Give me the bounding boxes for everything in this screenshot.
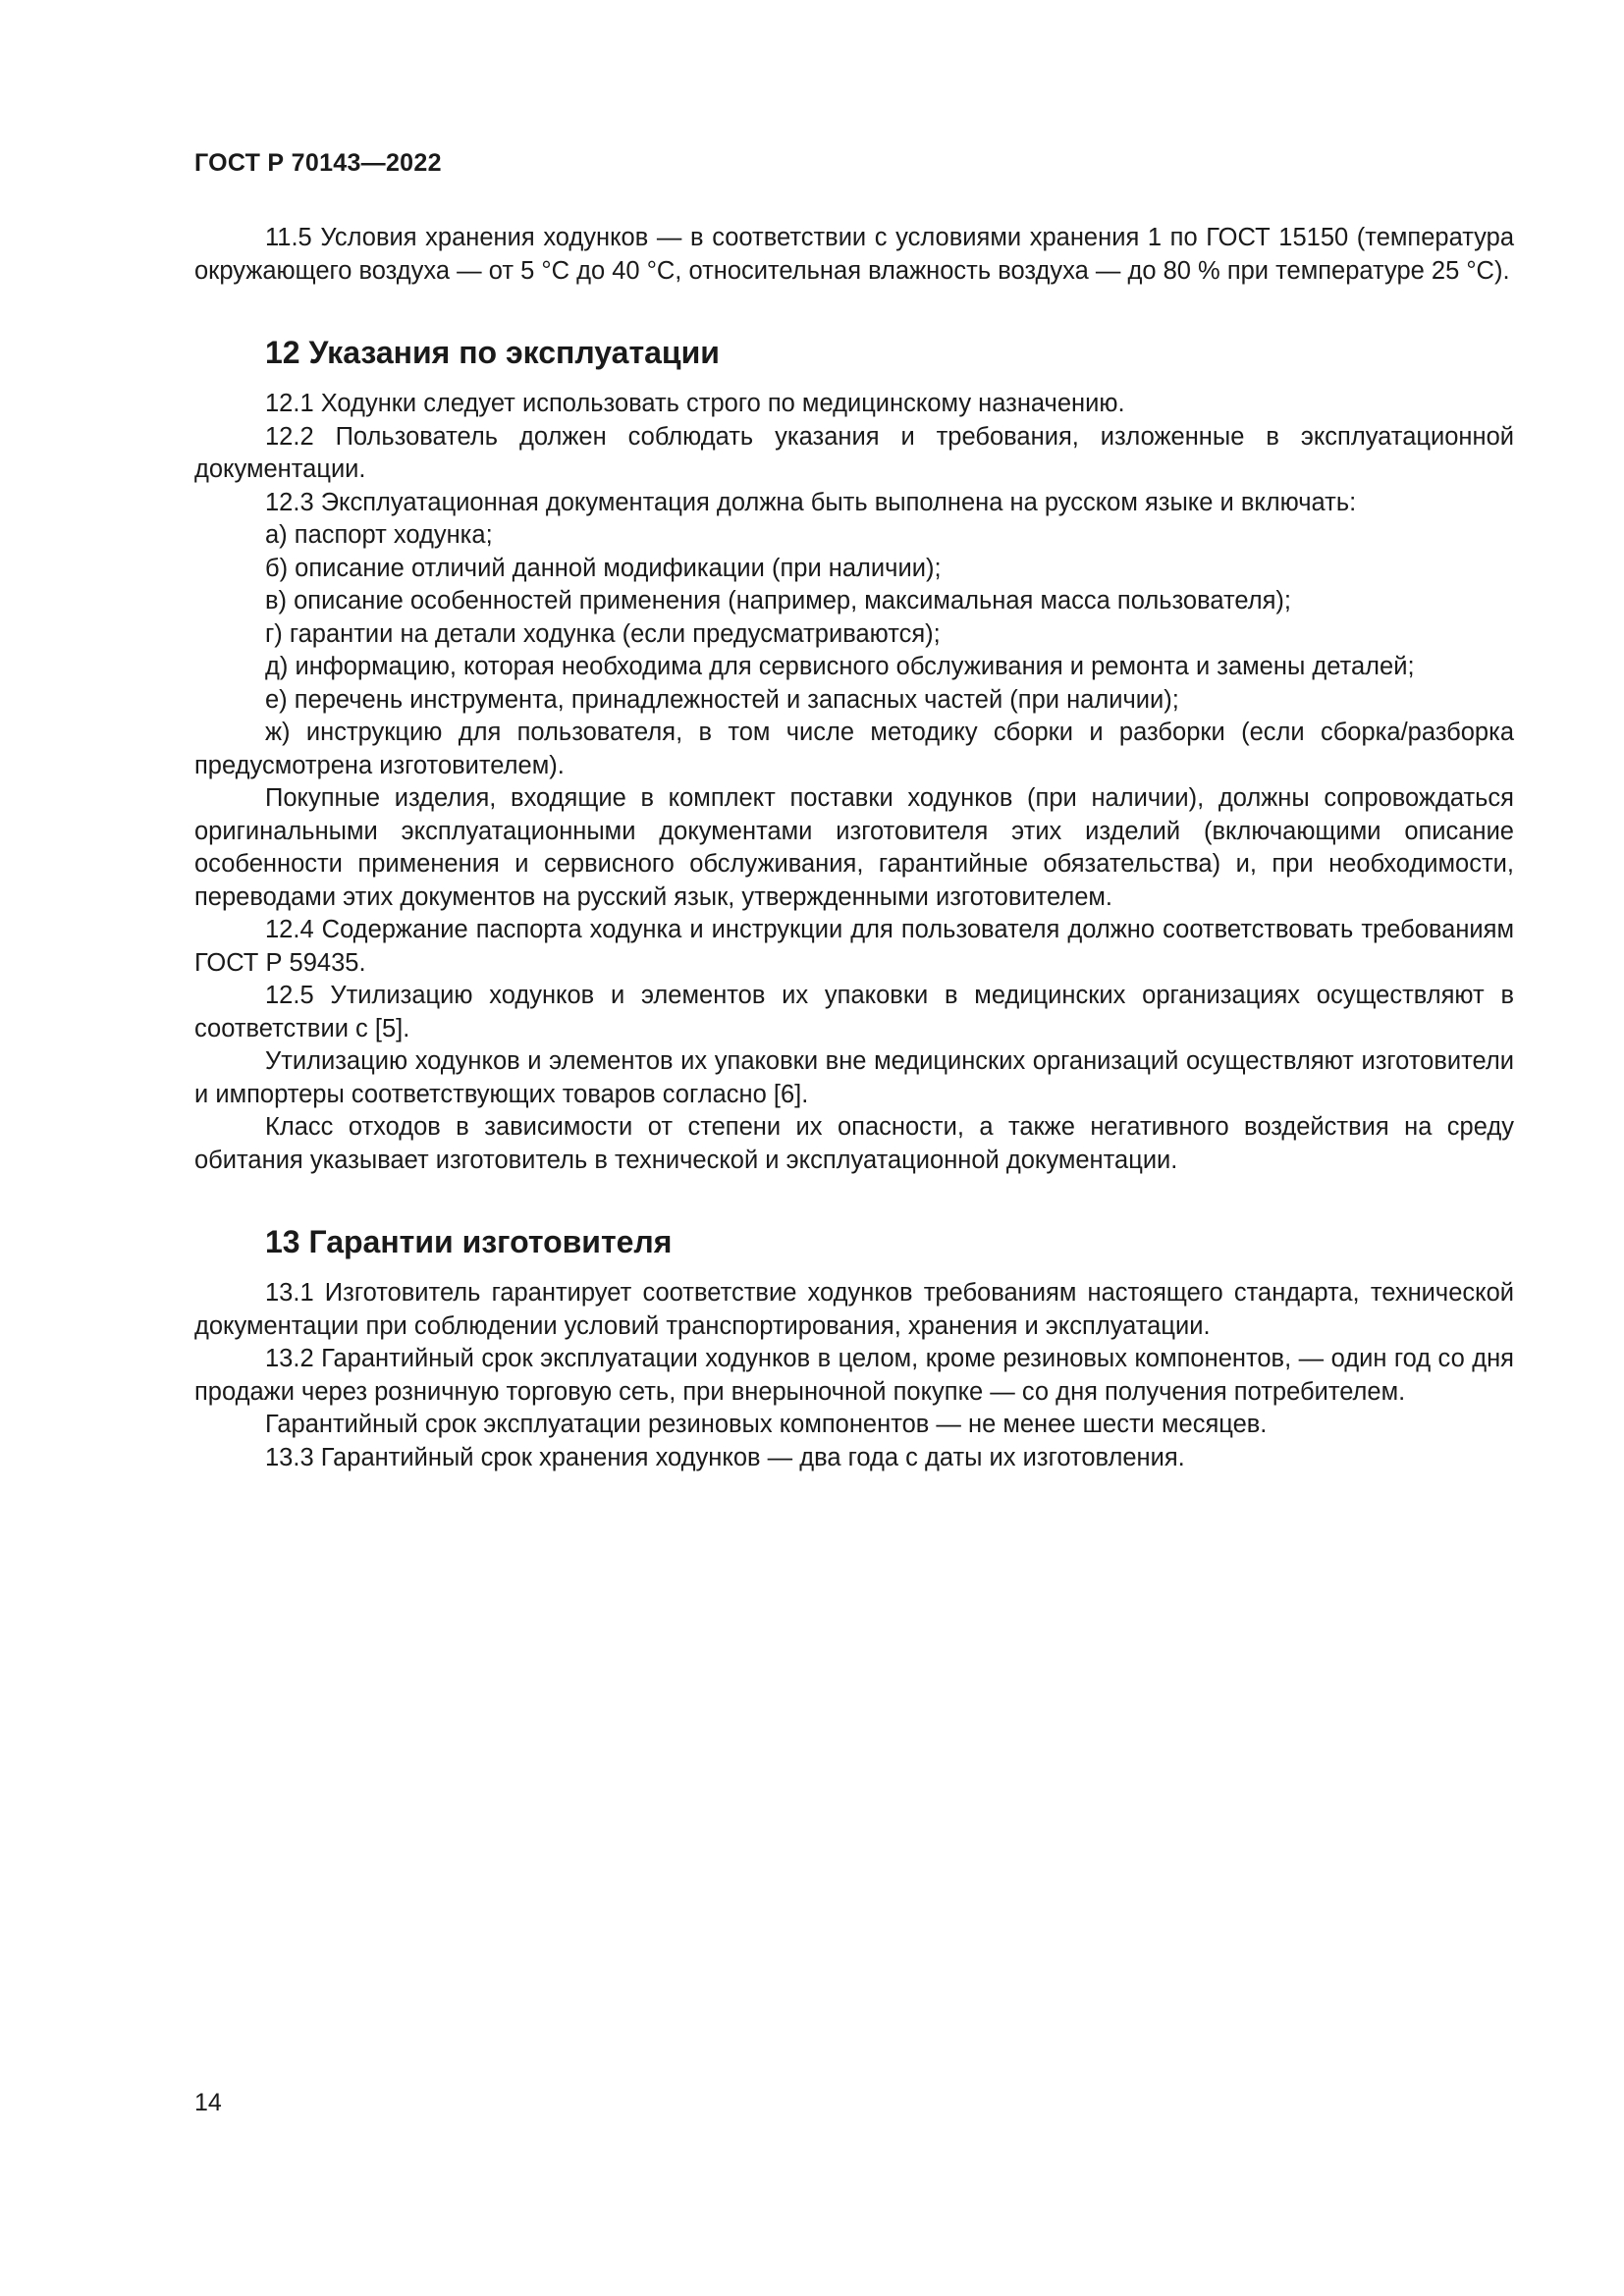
clause-13-2-note: Гарантийный срок эксплуатации резиновых компонентов — не менее шести месяцев. (265, 1411, 1268, 1438)
page-number: 14 (194, 2089, 222, 2116)
list-item-e: е) перечень инструмента, принадлежностей и запасных частей (при наличии); (265, 685, 1179, 714)
document-page (194, 0, 1514, 2296)
clause-12-2: 12.2 Пользователь должен соблюдать указания и требования, изложенные в эксплуатационной документации. (194, 422, 1514, 483)
clause-13-1: 13.1 Изготовитель гарантирует соответствие ходунков требованиям настоящего стандарта, технической документации при соблюдении условий транспортирования, хранения и эксплуатации. (194, 1279, 1514, 1340)
clause-12-5-note-1: Утилизацию ходунков и элементов их упаковки вне медицинских организаций осуществляют изготовители и импортеры соответствующих товаров согласно [6]. (194, 1047, 1514, 1108)
clause-12-4: 12.4 Содержание паспорта ходунка и инструкции для пользователя должно соответствовать требованиям ГОСТ Р 59435. (194, 916, 1514, 977)
list-item-b: б) описание отличий данной модификации (при наличии); (265, 554, 942, 582)
section-13-heading: 13 Гарантии изготовителя (265, 1224, 673, 1259)
clause-11-5: 11.5 Условия хранения ходунков — в соответствии с условиями хранения 1 по ГОСТ 15150 (температура окружающего воздуха — от 5 °С до 40 °С, относительная влажность воздуха — до 80 % при температуре 25 °С). (194, 224, 1514, 285)
section-12-heading: 12 Указания по эксплуатации (265, 335, 720, 370)
list-item-g: г) гарантии на детали ходунка (если предусматриваются); (265, 619, 941, 648)
clause-12-3-note: Покупные изделия, входящие в комплект поставки ходунков (при наличии), должны сопровождаться оригинальными эксплуатационными документами изготовителя этих изделий (включающими описание особенности применения и сервисного обслуживания, гарантийные обязательства) и, при необходимости, переводами этих документов на русский язык, утвержденными изготовителем. (194, 784, 1514, 911)
clause-13-2: 13.2 Гарантийный срок эксплуатации ходунков в целом, кроме резиновых компонентов, — один год со дня продажи через розничную торговую сеть, при внерыночной покупке — со дня получения потребителем. (194, 1345, 1514, 1406)
document-body (194, 222, 1514, 1474)
clause-13-3: 13.3 Гарантийный срок хранения ходунков — два года с даты их изготовления. (265, 1443, 1185, 1471)
list-item-d: д) информацию, которая необходима для сервисного обслуживания и ремонта и замены деталей; (265, 653, 1415, 680)
clause-12-3: 12.3 Эксплуатационная документация должна быть выполнена на русском языке и включать: (265, 488, 1357, 516)
document-code-header: ГОСТ Р 70143—2022 (194, 149, 442, 177)
clause-12-5: 12.5 Утилизацию ходунков и элементов их упаковки в медицинских организациях осуществляют в соответствии с [5]. (194, 982, 1514, 1042)
clause-12-1: 12.1 Ходунки следует использовать строго по медицинскому назначению. (265, 390, 1125, 417)
list-item-a: а) паспорт ходунка; (265, 521, 493, 549)
clause-12-5-note-2: Класс отходов в зависимости от степени их опасности, а также негативного воздействия на среду обитания указывает изготовитель в технической и эксплуатационной документации. (194, 1113, 1514, 1174)
list-item-zh: ж) инструкцию для пользователя, в том числе методику сборки и разборки (если сборка/разборка предусмотрена изготовителем). (194, 719, 1514, 779)
list-item-v: в) описание особенностей применения (например, максимальная масса пользователя); (265, 587, 1291, 614)
